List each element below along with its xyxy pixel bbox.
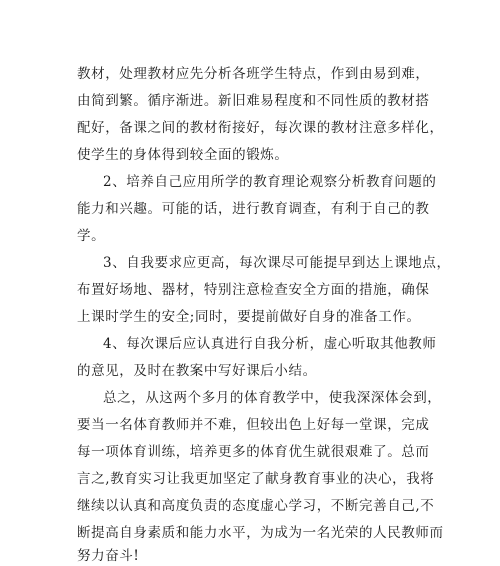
- text-line: 4、每次课后应认真进行自我分析，虚心听取其他教师: [103, 336, 437, 352]
- text-line: 学。: [77, 228, 106, 244]
- text-line: 由简到繁。循序渐进。新旧难易程度和不同性质的教材搭: [77, 93, 430, 109]
- text-line: 断提高自身素质和能力水平，为成为一名光荣的人民教师而: [77, 525, 444, 541]
- text-line: 努力奋斗!: [77, 548, 140, 564]
- text-line: 继续以认真和高度负责的态度虚心学习，不断完善自己,不: [77, 498, 435, 514]
- text-line: 使学生的身体得到较全面的锻炼。: [77, 147, 289, 163]
- text-line: 能力和兴趣。可能的话，进行教育调查，有利于自己的教: [77, 201, 430, 217]
- text-line: 总之，从这两个多月的体育教学中，使我深深体会到，: [103, 390, 442, 406]
- text-line: 3、自我要求应更高，每次课尽可能提早到达上课地点，: [103, 255, 451, 271]
- text-line: 配好，备课之间的教材衔接好，每次课的教材注意多样化，: [77, 120, 444, 136]
- text-line: 的意见，及时在教案中写好课后小结。: [77, 363, 317, 379]
- text-line: 要当一名体育教师并不难，但较出色上好每一堂课，完成: [77, 417, 430, 433]
- text-line: 2、培养自己应用所学的教育理论观察分析教育问题的: [103, 174, 437, 190]
- text-line: 教材，处理教材应先分析各班学生特点，作到由易到难，: [77, 66, 430, 82]
- text-line: 每一项体育训练，培养更多的体育优生就很艰难了。总而: [77, 444, 430, 460]
- text-line: 言之,教育实习让我更加坚定了献身教育事业的决心，我将: [77, 471, 435, 487]
- text-line: 上课时学生的安全;同时，要提前做好自身的准备工作。: [77, 309, 421, 325]
- text-line: 布置好场地、器材，特别注意检查安全方面的措施，确保: [77, 282, 430, 298]
